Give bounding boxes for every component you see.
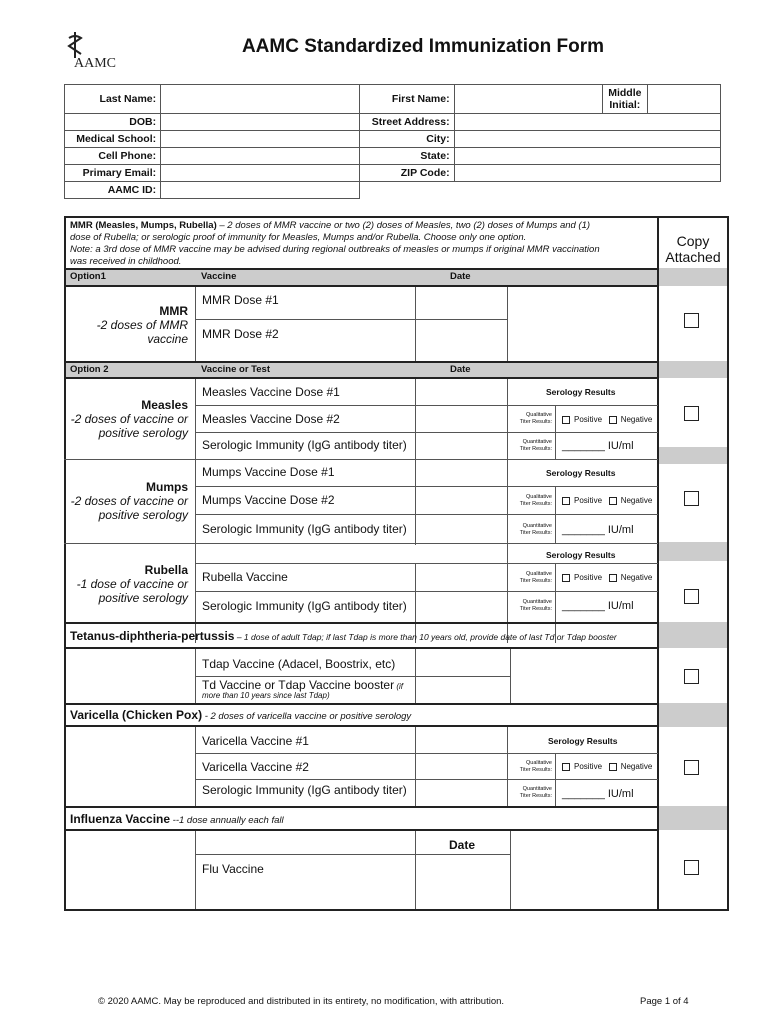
influenza-desc: --1 dose annually each fall bbox=[170, 815, 284, 826]
varicella-copy-checkbox[interactable] bbox=[684, 760, 699, 775]
measles-negative-checkbox[interactable] bbox=[609, 416, 617, 424]
td-booster-label: Td Vaccine or Tdap Vaccine booster (if bbox=[202, 678, 403, 692]
gray-cell bbox=[659, 361, 727, 378]
street-field[interactable] bbox=[454, 114, 720, 131]
mumps-dose1-label: Mumps Vaccine Dose #1 bbox=[202, 465, 335, 479]
state-label: State: bbox=[360, 148, 454, 165]
middle-initial-field[interactable] bbox=[647, 85, 720, 114]
mmr-desc-line2: dose of Rubella; or serologic proof of immunity for Measles, Mumps and/or Rubella. Choose only one option. bbox=[70, 232, 527, 243]
street-label: Street Address: bbox=[360, 114, 454, 131]
vaccine-col-header: Vaccine bbox=[201, 271, 237, 282]
varicella-desc: - 2 doses of varicella vaccine or positive serology bbox=[202, 711, 412, 722]
mumps-qual-label: Qualitative Titer Results: bbox=[519, 494, 552, 507]
personal-info-table bbox=[64, 84, 721, 199]
last-name-field[interactable] bbox=[161, 85, 360, 114]
gray-cell bbox=[659, 447, 727, 464]
mmr-dose2-label: MMR Dose #2 bbox=[202, 327, 279, 341]
option2-header-bar bbox=[66, 363, 657, 377]
measles-quant-label: Quantitative Titer Results: bbox=[519, 439, 552, 452]
mmr-label: MMR bbox=[159, 304, 188, 318]
tdap-vaccine-label: Tdap Vaccine (Adacel, Boostrix, etc) bbox=[202, 657, 396, 671]
email-field[interactable] bbox=[161, 165, 360, 182]
city-field[interactable] bbox=[454, 131, 720, 148]
medical-school-label: Medical School: bbox=[65, 131, 161, 148]
measles-positive-checkbox[interactable] bbox=[562, 416, 570, 424]
gray-cell bbox=[659, 268, 727, 286]
medical-school-field[interactable] bbox=[161, 131, 360, 148]
rubella-label: Rubella bbox=[144, 563, 188, 577]
vaccine-or-test-header: Vaccine or Test bbox=[201, 364, 270, 375]
influenza-copy-checkbox[interactable] bbox=[684, 860, 699, 875]
measles-iu-field[interactable]: _______ IU/ml bbox=[562, 440, 634, 452]
aamc-id-field[interactable] bbox=[161, 182, 360, 199]
influenza-title: Influenza Vaccine bbox=[70, 812, 171, 826]
influenza-date-header: Date bbox=[449, 838, 476, 852]
gray-cell bbox=[659, 542, 727, 561]
first-name-field[interactable] bbox=[454, 85, 602, 114]
mmr-desc1: – 2 doses of MMR vaccine or two (2) doses of Measles, two (2) doses of Mumps and (1) bbox=[216, 220, 591, 231]
varicella-quant-label: Quantitative Titer Results: bbox=[519, 786, 552, 799]
mumps-serology-label: Serologic Immunity (IgG antibody titer) bbox=[202, 522, 407, 536]
zip-field[interactable] bbox=[454, 165, 720, 182]
varicella-positive-checkbox[interactable] bbox=[562, 763, 570, 771]
measles-dose1-label: Measles Vaccine Dose #1 bbox=[202, 385, 340, 399]
first-name-label: First Name: bbox=[360, 85, 454, 114]
measles-sub1: -2 doses of vaccine or bbox=[70, 412, 188, 426]
dob-label: DOB: bbox=[65, 114, 161, 131]
mumps-negative-checkbox[interactable] bbox=[609, 497, 617, 505]
option1-label: Option1 bbox=[70, 271, 106, 282]
cell-phone-field[interactable] bbox=[161, 148, 360, 165]
varicella-serology-label: Serologic Immunity (IgG antibody titer) bbox=[202, 783, 407, 797]
mumps-dose2-label: Mumps Vaccine Dose #2 bbox=[202, 493, 335, 507]
measles-qual-label: Qualitative Titer Results: bbox=[519, 412, 552, 425]
mmr-desc-line1 bbox=[70, 220, 590, 232]
mmr-desc-line3: Note: a 3rd dose of MMR vaccine may be advised during regional outbreaks of measles or mumps if original MMR vaccination bbox=[70, 244, 600, 255]
rubella-negative-checkbox[interactable] bbox=[609, 574, 617, 582]
page-number: Page 1 of 4 bbox=[640, 996, 689, 1007]
mumps-positive-checkbox[interactable] bbox=[562, 497, 570, 505]
measles-result-options: Positive Negative bbox=[562, 415, 652, 424]
varicella-dose2-label: Varicella Vaccine #2 bbox=[202, 760, 309, 774]
copyright-notice: © 2020 AAMC. May be reproduced and distributed in its entirety, no modification, with attribution. bbox=[98, 996, 505, 1007]
rubella-sub2: positive serology bbox=[98, 591, 188, 605]
measles-serology-header: Serology Results bbox=[546, 387, 616, 397]
rubella-result-options: Positive Negative bbox=[562, 573, 652, 582]
varicella-dose1-label: Varicella Vaccine #1 bbox=[202, 734, 309, 748]
copy-attached-header: Copy Attached bbox=[665, 233, 721, 265]
page-title: AAMC Standardized Immunization Form bbox=[241, 36, 605, 57]
middle-initial-label: Middle Initial: bbox=[602, 85, 647, 114]
zip-label: ZIP Code: bbox=[360, 165, 454, 182]
flu-vaccine-label: Flu Vaccine bbox=[202, 862, 264, 876]
measles-copy-checkbox[interactable] bbox=[684, 406, 699, 421]
tdap-desc: – 1 dose of adult Tdap; if last Tdap is more than 10 years old, provide date of last Td or Tdap booster bbox=[234, 632, 617, 642]
varicella-iu-field[interactable]: _______ IU/ml bbox=[562, 788, 634, 800]
mumps-sub2: positive serology bbox=[98, 508, 188, 522]
tdap-header bbox=[70, 629, 617, 643]
mmr-copy-checkbox[interactable] bbox=[684, 313, 699, 328]
rubella-vaccine-label: Rubella Vaccine bbox=[202, 570, 288, 584]
rubella-copy-checkbox[interactable] bbox=[684, 589, 699, 604]
gray-cell bbox=[659, 703, 727, 727]
date-col-header: Date bbox=[450, 271, 471, 282]
mumps-serology-header: Serology Results bbox=[546, 468, 616, 478]
email-label: Primary Email: bbox=[65, 165, 161, 182]
influenza-header bbox=[70, 812, 284, 826]
state-field[interactable] bbox=[454, 148, 720, 165]
tdap-copy-checkbox[interactable] bbox=[684, 669, 699, 684]
date-col-header-2: Date bbox=[450, 364, 471, 375]
rubella-iu-field[interactable]: _______ IU/ml bbox=[562, 600, 634, 612]
option1-header-bar bbox=[66, 270, 657, 285]
rubella-sub1: -1 dose of vaccine or bbox=[76, 577, 188, 591]
mmr-dose1-label: MMR Dose #1 bbox=[202, 293, 279, 307]
mumps-copy-checkbox[interactable] bbox=[684, 491, 699, 506]
option2-label: Option 2 bbox=[70, 364, 109, 375]
varicella-qual-label: Qualitative Titer Results: bbox=[519, 760, 552, 773]
mumps-label: Mumps bbox=[146, 480, 188, 494]
dob-field[interactable] bbox=[161, 114, 360, 131]
varicella-negative-checkbox[interactable] bbox=[609, 763, 617, 771]
gray-cell bbox=[659, 806, 727, 830]
mmr-sub1: -2 doses of MMR bbox=[96, 318, 188, 332]
rubella-positive-checkbox[interactable] bbox=[562, 574, 570, 582]
measles-sub2: positive serology bbox=[98, 426, 188, 440]
rubella-serology-header: Serology Results bbox=[546, 550, 616, 560]
last-name-label: Last Name: bbox=[65, 85, 161, 114]
city-label: City: bbox=[360, 131, 454, 148]
varicella-serology-header: Serology Results bbox=[548, 736, 618, 746]
mumps-result-options: Positive Negative bbox=[562, 496, 652, 505]
gray-cell bbox=[659, 622, 727, 648]
mumps-sub1: -2 doses of vaccine or bbox=[70, 494, 188, 508]
aamc-id-label: AAMC ID: bbox=[65, 182, 161, 199]
varicella-result-options: Positive Negative bbox=[562, 762, 652, 771]
measles-label: Measles bbox=[141, 398, 188, 412]
mmr-desc-line4: was received in childhood. bbox=[70, 256, 182, 267]
mmr-sub2: vaccine bbox=[147, 332, 188, 346]
tdap-title: Tetanus-diphtheria-pertussis bbox=[70, 629, 235, 643]
mmr-title: MMR (Measles, Mumps, Rubella) bbox=[70, 220, 217, 231]
measles-serology-label: Serologic Immunity (IgG antibody titer) bbox=[202, 438, 407, 452]
mumps-iu-field[interactable]: _______ IU/ml bbox=[562, 524, 634, 536]
cell-phone-label: Cell Phone: bbox=[65, 148, 161, 165]
rubella-serology-label: Serologic Immunity (IgG antibody titer) bbox=[202, 599, 407, 613]
td-booster-note: more than 10 years since last Tdap) bbox=[202, 691, 330, 700]
rubella-qual-label: Qualitative Titer Results: bbox=[519, 571, 552, 584]
logo-text: AAMC bbox=[74, 56, 117, 71]
varicella-header bbox=[70, 708, 411, 722]
mumps-quant-label: Quantitative Titer Results: bbox=[519, 523, 552, 536]
rubella-quant-label: Quantitative Titer Results: bbox=[519, 599, 552, 612]
varicella-title: Varicella (Chicken Pox) bbox=[70, 708, 203, 722]
measles-dose2-label: Measles Vaccine Dose #2 bbox=[202, 412, 340, 426]
